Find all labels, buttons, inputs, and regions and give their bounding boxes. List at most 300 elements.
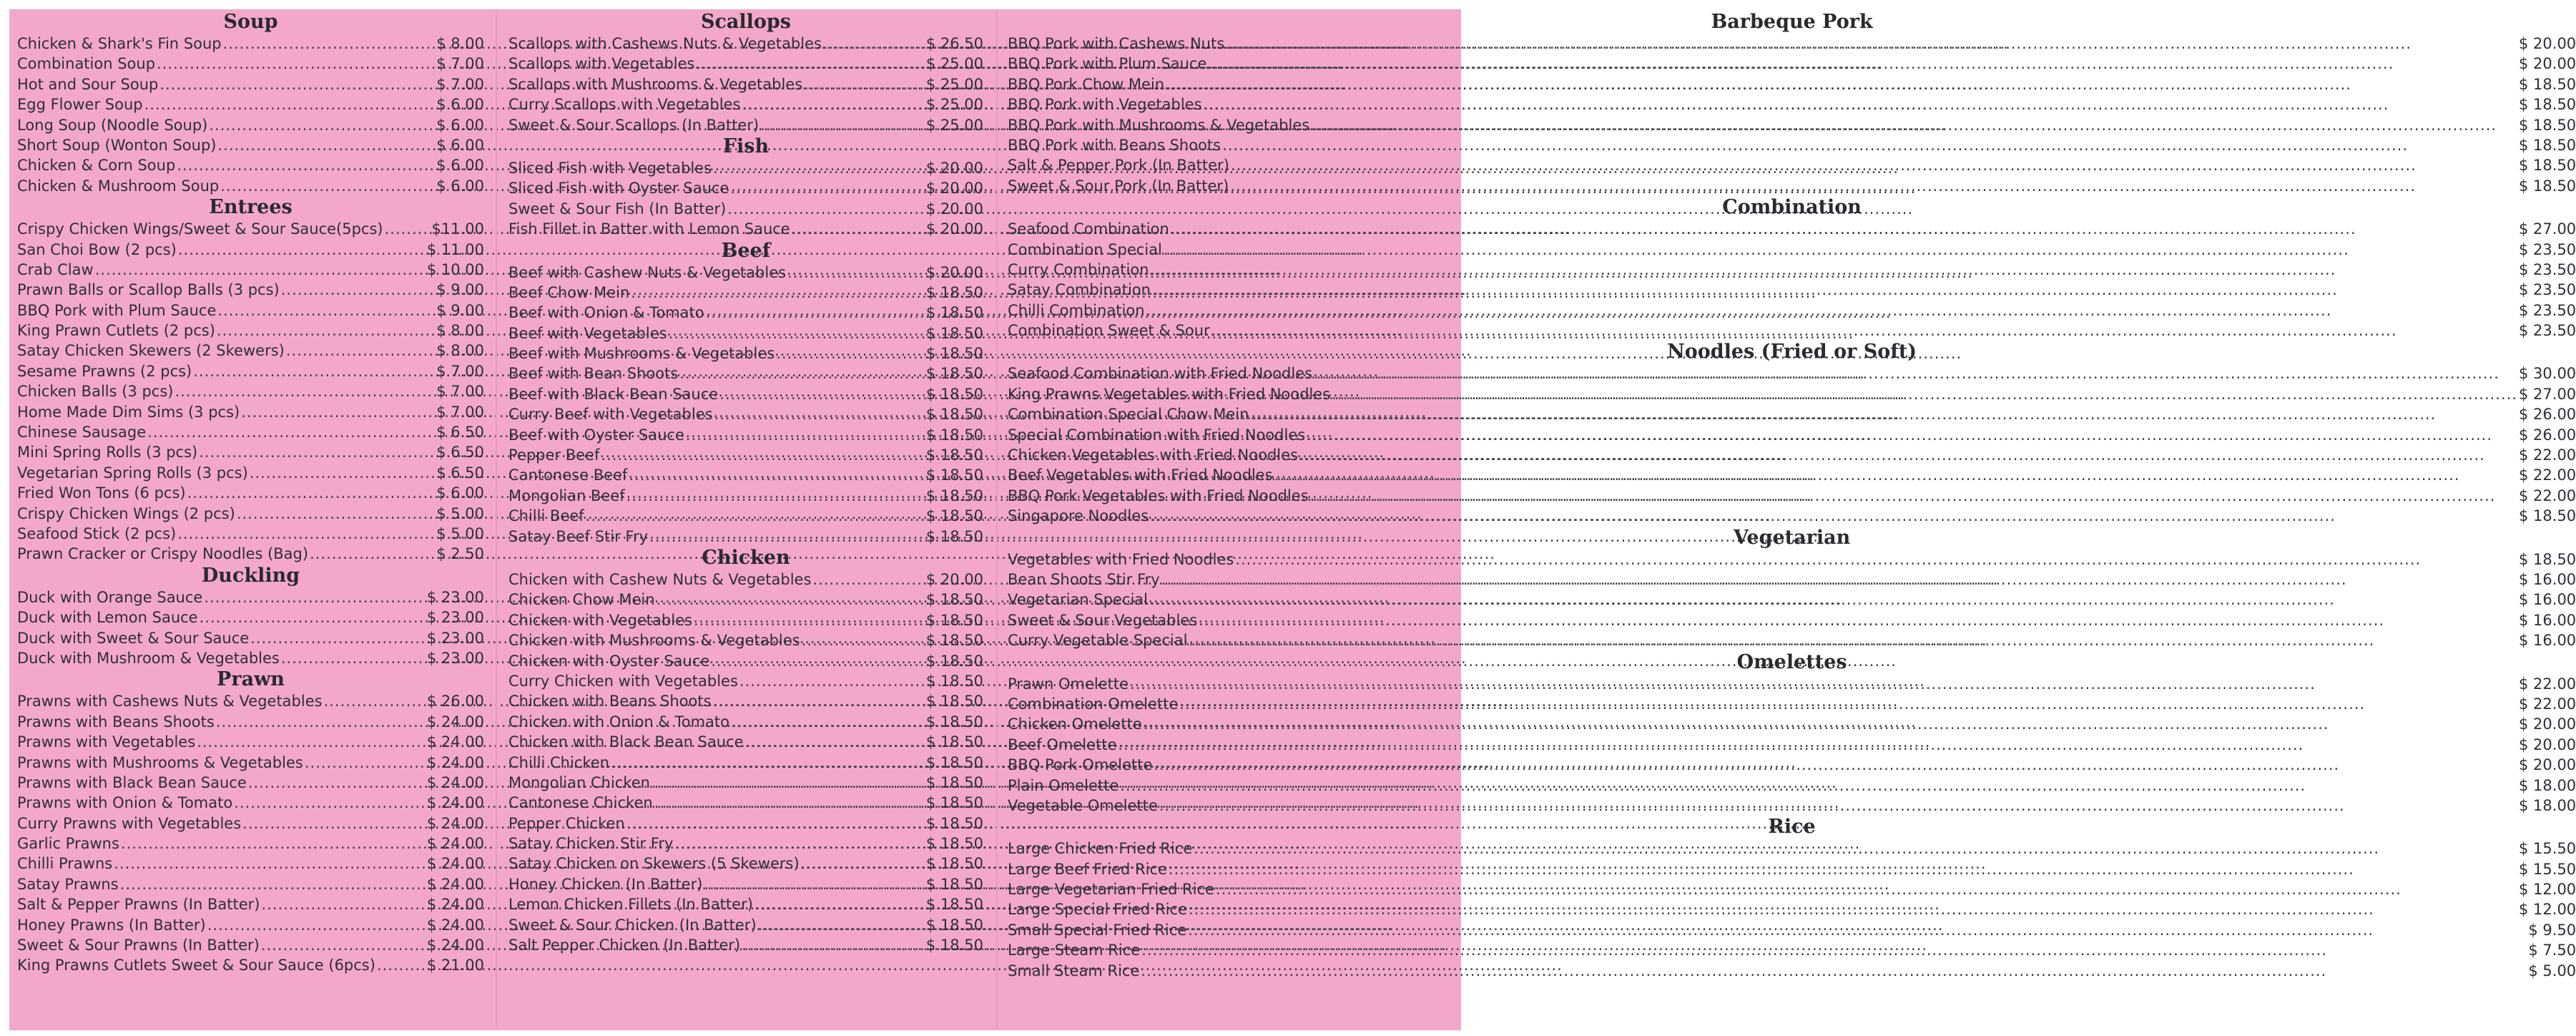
menu-item-name: Mini Spring Rolls (3 pcs) <box>17 444 198 461</box>
menu-item-price: $ 2.50 <box>436 545 484 563</box>
menu-item <box>508 465 983 485</box>
menu-item <box>1008 590 2576 610</box>
menu-item <box>508 303 983 323</box>
menu-item <box>1008 240 2576 260</box>
menu-item-price: $ 18.50 <box>925 426 983 444</box>
menu-item-price: $ 18.50 <box>925 875 983 893</box>
menu-item-price: $ 18.50 <box>925 304 983 322</box>
menu-item <box>1008 735 2576 755</box>
menu-item-price: $ 6.50 <box>436 444 484 461</box>
dot-leader <box>377 955 426 975</box>
menu-item-price: $ 6.00 <box>436 116 484 134</box>
dot-leader <box>305 753 426 773</box>
menu-item-name: Plain Omelette <box>1008 776 1119 794</box>
menu-item <box>1008 940 2576 960</box>
menu-item-price: $ 26.00 <box>2519 406 2576 424</box>
dot-leader <box>1118 735 2517 755</box>
dot-leader <box>731 712 925 732</box>
menu-section-combination <box>1008 196 2576 341</box>
menu-item-name: Large Special Fried Rice <box>1008 901 1187 919</box>
menu-item-name: Home Made Dim Sims (3 pcs) <box>17 403 240 421</box>
dot-leader <box>121 834 426 854</box>
menu-item <box>17 341 484 361</box>
dot-leader <box>237 504 435 524</box>
menu-item-price: $ 12.00 <box>2519 881 2576 899</box>
menu-item-price: $ 25.00 <box>925 116 983 134</box>
menu-item-name: BBQ Pork with Plum Sauce <box>1008 55 1207 73</box>
menu-item <box>1008 755 2576 775</box>
dot-leader <box>1216 879 2517 899</box>
dot-leader <box>714 404 925 424</box>
dot-leader <box>157 54 435 74</box>
dot-leader <box>1120 776 2517 796</box>
dot-leader <box>802 630 925 650</box>
menu-item-price: $ 7.00 <box>436 362 484 380</box>
dot-leader <box>250 628 426 648</box>
menu-item <box>17 504 484 524</box>
menu-item-price: $ 24.00 <box>426 773 484 791</box>
menu-item-name: Bean Shoots Stir Fry <box>1008 570 1160 588</box>
dot-leader <box>730 178 924 198</box>
menu-item-name: Singapore Noodles <box>1008 507 1149 525</box>
dot-leader <box>147 422 435 442</box>
menu-item <box>1008 610 2576 630</box>
menu-item-name: Large Vegetarian Fried Rice <box>1008 881 1214 899</box>
menu-item-price: $ 22.00 <box>2519 695 2576 713</box>
dot-leader <box>1199 610 2517 630</box>
menu-item-name: Sweet & Sour Fish (In Batter) <box>508 200 727 218</box>
menu-item-name: Chicken Vegetables with Fried Noodles <box>1008 446 1298 464</box>
menu-item <box>1008 34 2576 54</box>
menu-item-price: $ 24.00 <box>426 916 484 934</box>
menu-item <box>508 363 983 383</box>
menu-item-price: $ 20.00 <box>925 159 983 177</box>
dot-leader <box>95 260 426 280</box>
dot-leader <box>652 773 925 793</box>
menu-item-price: $ 11.00 <box>426 240 484 258</box>
menu-section-omelettes <box>1008 651 2576 816</box>
dot-leader <box>719 384 925 404</box>
dot-leader <box>187 483 436 503</box>
dot-leader <box>114 854 426 874</box>
menu-item <box>17 442 484 462</box>
menu-item <box>508 323 983 343</box>
menu-item-name: Salt & Pepper Pork (In Batter) <box>1008 157 1229 175</box>
menu-item-name: Small Steam Rice <box>1008 962 1140 979</box>
menu-item-name: Chilli Combination <box>1008 301 1145 319</box>
menu-item-name: BBQ Pork with Cashews Nuts <box>1008 35 1225 52</box>
menu-item <box>508 384 983 404</box>
menu-item-price: $ 20.00 <box>925 570 983 588</box>
dot-leader <box>1146 300 2517 321</box>
dot-leader <box>199 442 435 462</box>
dot-leader <box>727 199 925 219</box>
menu-item-price: $ 18.50 <box>925 385 983 403</box>
menu-item <box>508 894 983 914</box>
menu-item <box>1008 260 2576 280</box>
menu-item-name: King Prawn Cutlets (2 pcs) <box>17 322 215 340</box>
menu-item-price: $ 26.00 <box>426 693 484 710</box>
menu-item <box>508 178 983 198</box>
menu-item-price: $ 18.50 <box>925 632 983 650</box>
menu-item-name: Beef with Black Bean Sauce <box>508 385 719 403</box>
menu-item-name: Salt & Pepper Prawns (In Batter) <box>17 896 260 914</box>
menu-item-price: $ 8.00 <box>436 35 484 52</box>
menu-item-price: $ 21.00 <box>426 957 484 974</box>
menu-item <box>17 74 484 94</box>
menu-item <box>1008 839 2576 859</box>
dot-leader <box>1159 796 2517 816</box>
menu-item <box>17 34 484 54</box>
menu-item-price: $ 9.50 <box>2528 921 2576 939</box>
menu-item-name: Prawns with Beans Shoots <box>17 713 215 730</box>
menu-item <box>508 158 983 178</box>
menu-item-price: $ 22.00 <box>2519 487 2576 504</box>
menu-item-name: Seafood Combination <box>1008 220 1169 238</box>
menu-section-entrees <box>17 196 484 565</box>
menu-item-price: $ 18.50 <box>925 466 983 484</box>
menu-item <box>508 283 983 303</box>
menu-item <box>1008 384 2576 404</box>
menu-item <box>508 54 983 74</box>
dot-leader <box>704 874 925 894</box>
menu-item-name: Beef Vegetables with Fried Noodles <box>1008 466 1273 484</box>
menu-item-price: $ 6.00 <box>436 177 484 195</box>
menu-item-price: $ 27.00 <box>2519 385 2576 403</box>
dot-leader <box>1211 321 2517 341</box>
menu-item-name: Seafood Combination with Fried Noodles <box>1008 365 1313 383</box>
dot-leader <box>754 894 925 914</box>
menu-item-price: $ 25.00 <box>925 75 983 93</box>
dot-leader <box>217 300 435 321</box>
dot-leader <box>742 935 925 955</box>
dot-leader <box>144 94 436 114</box>
menu-item-price: $ 18.50 <box>925 446 983 464</box>
menu-item-price: $ 24.00 <box>426 875 484 893</box>
menu-section-scallops <box>508 11 983 135</box>
menu-item-price: $ 20.00 <box>925 200 983 218</box>
dot-leader <box>1152 280 2517 300</box>
dot-leader <box>241 402 435 422</box>
menu-item-name: Curry Chicken with Vegetables <box>508 672 738 690</box>
menu-item <box>1008 445 2576 465</box>
menu-item-name: Pepper Chicken <box>508 814 625 832</box>
dot-leader <box>1226 34 2517 54</box>
dot-leader <box>812 570 924 590</box>
menu-item <box>508 834 983 854</box>
menu-item-name: Curry Prawns with Vegetables <box>17 814 242 832</box>
menu-item-price: $ 18.50 <box>2519 157 2576 175</box>
dot-leader <box>223 34 436 54</box>
menu-item <box>508 651 983 671</box>
dot-leader <box>281 280 435 300</box>
menu-item <box>1008 115 2576 135</box>
dot-leader <box>177 155 435 175</box>
menu-item-name: Prawn Omelette <box>1008 675 1129 693</box>
menu-item <box>17 321 484 341</box>
menu-item-name: Duck with Lemon Sauce <box>17 609 198 627</box>
menu-item <box>17 463 484 483</box>
menu-item <box>17 854 484 874</box>
dot-leader <box>216 712 426 732</box>
menu-section-soup <box>17 11 484 196</box>
menu-item <box>17 834 484 854</box>
menu-item <box>508 263 983 283</box>
menu-item <box>508 610 983 630</box>
menu-item <box>1008 486 2576 506</box>
menu-item-name: BBQ Pork Vegetables with Fried Noodles <box>1008 487 1309 504</box>
dot-leader <box>324 691 426 711</box>
menu-item-price: $ 20.00 <box>925 263 983 281</box>
menu-item <box>1008 859 2576 879</box>
menu-item-name: Curry Vegetable Special <box>1008 632 1188 650</box>
menu-item-price: $ 18.50 <box>925 937 983 954</box>
menu-sheet <box>9 9 2576 1030</box>
menu-item-name: Curry Scallops with Vegetables <box>508 96 741 114</box>
dot-leader <box>200 607 426 627</box>
menu-item <box>508 671 983 691</box>
menu-item-name: Short Soup (Wonton Soup) <box>17 136 217 154</box>
menu-item-name: Prawns with Black Bean Sauce <box>17 773 247 791</box>
menu-item-name: Combination Omelette <box>1008 695 1179 713</box>
dot-leader <box>385 219 431 239</box>
menu-item-price: $ 18.50 <box>925 406 983 424</box>
menu-item-name: BBQ Pork with Vegetables <box>1008 96 1202 114</box>
menu-item-name: Chilli Chicken <box>508 753 609 771</box>
menu-item <box>508 874 983 894</box>
menu-item-name: Sliced Fish with Vegetables <box>508 159 712 177</box>
menu-item-name: Beef with Vegetables <box>508 324 667 342</box>
menu-item-price: $ 8.00 <box>436 322 484 340</box>
menu-item <box>1008 155 2576 175</box>
dot-leader <box>1189 630 2517 650</box>
dot-leader <box>626 486 925 506</box>
menu-item-price: $ 18.50 <box>925 365 983 383</box>
dot-leader <box>120 874 426 894</box>
dot-leader <box>234 793 426 813</box>
menu-item-name: Beef with Bean Shoots <box>508 365 679 383</box>
dot-leader <box>281 648 426 668</box>
dot-leader <box>787 263 925 283</box>
menu-item <box>17 732 484 752</box>
dot-leader <box>250 463 435 483</box>
menu-item-price: $ 18.50 <box>925 814 983 832</box>
menu-item-name: Sesame Prawns (2 pcs) <box>17 362 192 380</box>
dot-leader <box>1144 714 2517 734</box>
menu-item <box>508 199 983 219</box>
menu-item-name: Chicken with Cashew Nuts & Vegetables <box>508 570 812 588</box>
dot-leader <box>745 732 925 752</box>
menu-item <box>508 854 983 874</box>
menu-item <box>1008 280 2576 300</box>
menu-item-price: $ 6.00 <box>436 157 484 175</box>
menu-item-price: $ 23.50 <box>2519 281 2576 299</box>
menu-item <box>508 404 983 424</box>
dot-leader <box>1332 384 2517 404</box>
dot-leader <box>217 321 435 341</box>
menu-item <box>508 425 983 445</box>
menu-item-price: $ 22.00 <box>2519 466 2576 484</box>
menu-item <box>17 691 484 711</box>
menu-item-name: Fish Fillet in Batter with Lemon Sauce <box>508 220 790 238</box>
menu-item-name: Sliced Fish with Oyster Sauce <box>508 180 729 197</box>
dot-leader <box>1250 404 2517 424</box>
menu-item-price: $ 16.00 <box>2519 570 2576 588</box>
dot-leader <box>706 303 925 323</box>
menu-item-price: $ 18.50 <box>925 324 983 342</box>
dot-leader <box>713 158 925 178</box>
menu-item-price: $ 7.00 <box>436 55 484 73</box>
menu-item-name: Duck with Sweet & Sour Sauce <box>17 629 250 647</box>
menu-item-price: $ 12.00 <box>2519 901 2576 919</box>
menu-item <box>508 813 983 834</box>
menu-item-name: BBQ Pork with Beans Shoots <box>1008 136 1221 154</box>
menu-item-price: $ 18.50 <box>925 753 983 771</box>
menu-item-name: Curry Beef with Vegetables <box>508 406 713 424</box>
dot-leader <box>654 793 925 813</box>
dot-leader <box>286 341 435 361</box>
menu-item-name: Satay Chicken Skewers (2 Skewers) <box>17 342 285 360</box>
dot-leader <box>694 610 925 630</box>
menu-item <box>1008 404 2576 424</box>
menu-item-name: Combination Special Chow Mein <box>1008 406 1249 424</box>
menu-item-price: $ 7.50 <box>2528 942 2576 959</box>
menu-item-name: Vegetarian Special <box>1008 591 1148 609</box>
menu-item-price: $ 7.00 <box>436 75 484 93</box>
menu-item <box>17 813 484 834</box>
dot-leader <box>1194 839 2517 859</box>
menu-item-name: Satay Beef Stir Fry <box>508 527 649 545</box>
menu-item-price: $ 18.50 <box>925 611 983 629</box>
menu-item-price: $ 6.00 <box>436 484 484 502</box>
menu-item <box>1008 74 2576 94</box>
menu-item-name: Prawns with Mushrooms & Vegetables <box>17 753 303 771</box>
dot-leader <box>242 813 426 834</box>
dot-leader <box>792 219 925 239</box>
section-title: Beef <box>721 239 771 262</box>
menu-item-price: $ 24.00 <box>426 713 484 730</box>
menu-item-name: Chicken with Mushrooms & Vegetables <box>508 632 800 650</box>
dot-leader <box>626 813 925 834</box>
dot-leader <box>1188 920 2527 940</box>
dot-leader <box>1231 155 2517 175</box>
menu-item-price: $ 18.50 <box>2519 75 2576 93</box>
dot-leader <box>1311 115 2517 135</box>
menu-item-price: $ 18.50 <box>2519 136 2576 154</box>
menu-item-name: Prawn Balls or Scallop Balls (3 pcs) <box>17 281 280 299</box>
menu-section-noodles-fried-or-soft <box>1008 341 2576 526</box>
menu-item <box>17 402 484 422</box>
menu-item <box>17 280 484 300</box>
dot-leader <box>649 527 925 547</box>
dot-leader <box>601 445 924 465</box>
menu-item-price: $ 23.00 <box>426 649 484 667</box>
menu-section-beef <box>508 240 983 547</box>
menu-item-name: Vegetables with Fried Noodles <box>1008 550 1234 568</box>
menu-item <box>1008 879 2576 899</box>
section-title: Duckling <box>201 564 300 587</box>
dot-leader <box>248 773 426 793</box>
menu-item-price: $ 23.50 <box>2519 260 2576 278</box>
menu-item-price: $ 15.50 <box>2519 860 2576 878</box>
menu-item-name: Sweet & Sour Prawns (In Batter) <box>17 937 260 954</box>
menu-item-name: Combination Special <box>1008 240 1162 258</box>
menu-item-name: Combination Sweet & Sour <box>1008 322 1210 340</box>
menu-item-name: Chicken & Mushroom Soup <box>17 177 220 195</box>
menu-item <box>1008 961 2576 981</box>
menu-item-name: Long Soup (Noodle Soup) <box>17 116 208 134</box>
menu-item-price: $ 18.50 <box>2519 507 2576 525</box>
dot-leader <box>804 74 925 94</box>
menu-item <box>1008 694 2576 714</box>
menu-item-name: Beef with Mushrooms & Vegetables <box>508 345 775 363</box>
menu-item <box>508 486 983 506</box>
menu-item-price: $ 5.00 <box>436 524 484 542</box>
menu-item-price: $ 15.50 <box>2519 840 2576 858</box>
menu-item-price: $ 18.50 <box>925 713 983 730</box>
menu-section-barbeque-pork <box>1008 11 2576 196</box>
menu-item <box>1008 135 2576 155</box>
menu-item <box>17 94 484 114</box>
menu-item-price: $ 24.00 <box>426 814 484 832</box>
dot-leader <box>758 915 925 935</box>
menu-item <box>17 361 484 381</box>
menu-item-name: Hot and Sour Soup <box>17 75 159 93</box>
menu-section-rice <box>1008 816 2576 981</box>
menu-item <box>17 381 484 401</box>
dot-leader <box>1299 445 2517 465</box>
menu-item <box>508 712 983 732</box>
dot-leader <box>197 732 426 752</box>
menu-item-name: Sweet & Sour Vegetables <box>1008 611 1198 629</box>
dot-leader <box>1222 135 2517 155</box>
menu-item <box>17 894 484 914</box>
menu-item-price: $ 22.00 <box>2519 675 2576 693</box>
dot-leader <box>776 343 925 363</box>
menu-item-price: $ 20.00 <box>2519 715 2576 733</box>
dot-leader <box>174 381 435 401</box>
menu-item-price: $ 23.50 <box>2519 322 2576 340</box>
dot-leader <box>261 935 426 955</box>
dot-leader <box>207 915 426 935</box>
dot-leader <box>1189 899 2517 919</box>
menu-item <box>17 915 484 935</box>
menu-section-duckling <box>17 565 484 669</box>
dot-leader <box>760 115 925 135</box>
menu-item-price: $ 16.00 <box>2519 611 2576 629</box>
menu-item-price: $ 23.00 <box>426 588 484 606</box>
menu-item-price: $ 23.00 <box>426 609 484 627</box>
menu-item <box>1008 549 2576 570</box>
menu-item-name: Prawn Cracker or Crispy Noodles (Bag) <box>17 545 309 563</box>
menu-item-price: $ 6.00 <box>436 96 484 114</box>
menu-item-price: $ 6.00 <box>436 136 484 154</box>
dot-leader <box>1164 240 2517 260</box>
menu-item-name: Mongolian Beef <box>508 487 625 504</box>
menu-item-price: $ 20.00 <box>2519 736 2576 753</box>
dot-leader <box>178 240 426 260</box>
menu-item-name: Vegetable Omelette <box>1008 796 1158 814</box>
menu-item <box>1008 176 2576 196</box>
menu-item-price: $ 9.00 <box>436 301 484 319</box>
menu-item-price: $ 18.50 <box>925 773 983 791</box>
dot-leader <box>159 74 435 94</box>
menu-item <box>508 590 983 610</box>
menu-item <box>17 544 484 564</box>
menu-item-name: Beef with Oyster Sauce <box>508 426 684 444</box>
menu-item <box>1008 714 2576 734</box>
menu-item-price: $ 18.50 <box>925 487 983 504</box>
